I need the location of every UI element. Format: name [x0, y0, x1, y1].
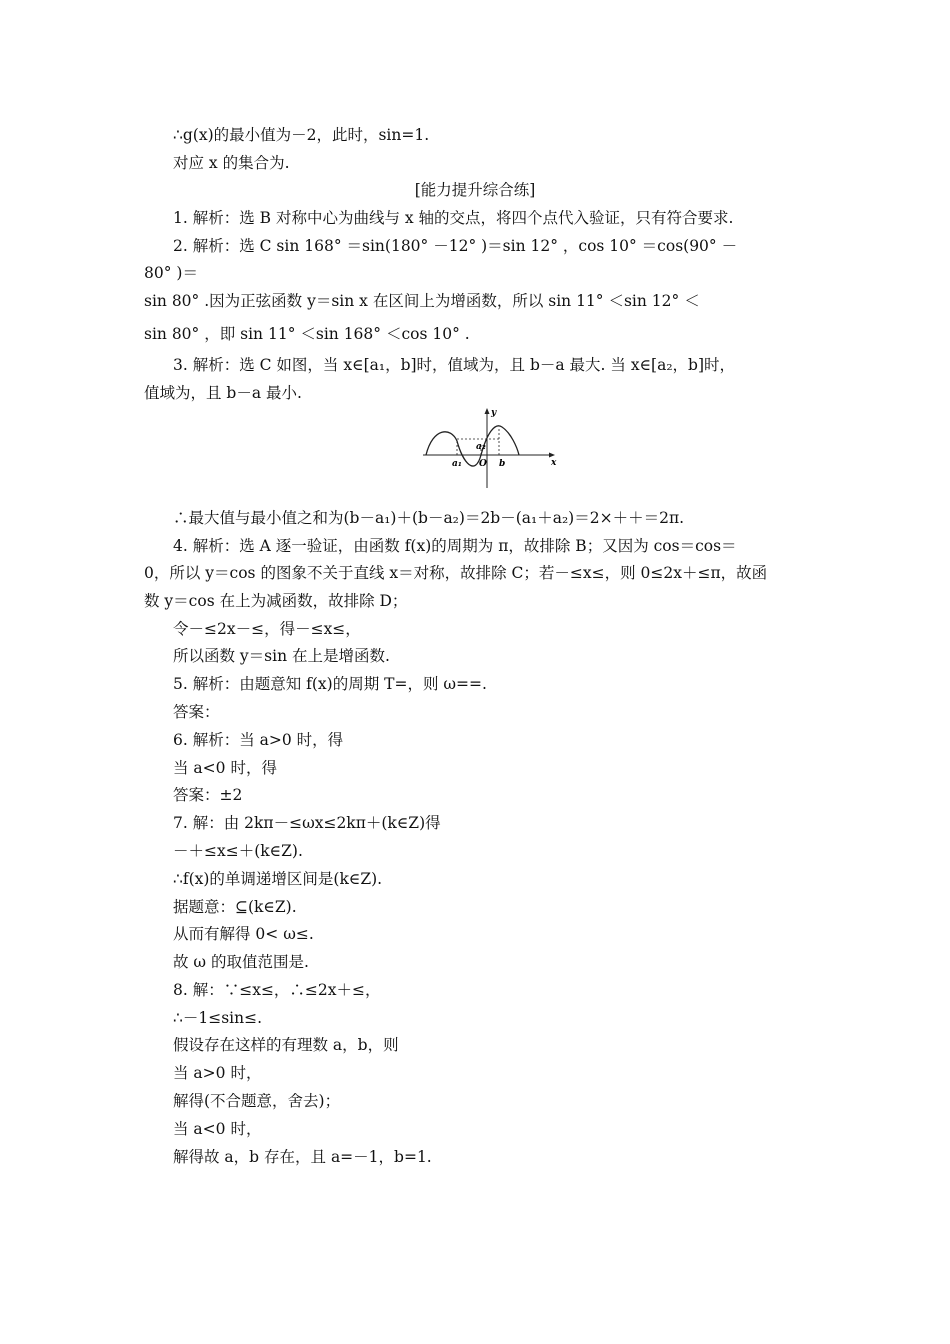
label-a2: a₂: [476, 442, 486, 452]
label-o: O: [479, 459, 487, 469]
text-line-1: ∴g(x)的最小值为－2，此时，sin=1.: [173, 126, 430, 144]
text-line-6: 80° )＝: [144, 264, 198, 282]
text-line-15: 令－≤2x－≤，得－≤x≤，: [173, 620, 361, 638]
text-line-19: 6. 解析：当 a>0 时，得: [173, 731, 344, 749]
text-line-11: ∴最大值与最小值之和为(b－a₁)＋(b－a₂)＝2b－(a₁＋a₂)＝2×＋＋＝2π.: [173, 509, 685, 527]
text-line-18: 答案：: [173, 703, 220, 721]
text-line-34: 解得故 a，b 存在，且 a=－1，b=1.: [173, 1148, 432, 1166]
label-a1: a₁: [452, 459, 462, 469]
text-line-16: 所以函数 y＝sin 在上是增函数.: [173, 647, 390, 665]
label-y: y: [491, 408, 497, 418]
text-line-26: 从而有解得 0< ω≤.: [173, 925, 314, 943]
section-heading: [能力提升综合练]: [414, 181, 536, 199]
text-line-20: 当 a<0 时，得: [173, 759, 277, 777]
text-line-31: 当 a>0 时，: [173, 1064, 262, 1082]
text-line-7: sin 80° .因为正弦函数 y＝sin x 在区间上为增函数，所以 sin 11° ＜sin 12° ＜: [144, 292, 700, 310]
text-line-13: 0，所以 y＝cos 的图象不关于直线 x＝对称，故排除 C；若－≤x≤，则 0≤2x＋≤π，故函: [144, 564, 768, 582]
sine-curve-figure: [423, 405, 563, 490]
text-line-27: 故 ω 的取值范围是.: [173, 953, 309, 971]
text-line-24: ∴f(x)的单调递增区间是(k∈Z).: [173, 870, 383, 888]
text-line-8: sin 80° ，即 sin 11° ＜sin 168° ＜cos 10° .: [144, 325, 470, 343]
text-line-28: 8. 解：∵≤x≤，∴≤2x＋≤，: [173, 981, 381, 999]
text-line-30: 假设存在这样的有理数 a，b，则: [173, 1036, 399, 1054]
text-line-29: ∴－1≤sin≤.: [173, 1009, 263, 1027]
text-line-23: －＋≤x≤＋(k∈Z).: [173, 842, 303, 860]
label-b: b: [499, 459, 506, 469]
text-line-17: 5. 解析：由题意知 f(x)的周期 T=，则 ω==.: [173, 675, 487, 693]
text-line-2: 对应 x 的集合为.: [173, 154, 290, 172]
text-line-22: 7. 解：由 2kπ－≤ωx≤2kπ＋(k∈Z)得: [173, 814, 441, 832]
x-axis-arrow: [549, 453, 555, 458]
text-line-25: 据题意：⊆(k∈Z).: [173, 898, 297, 916]
text-line-4: 1. 解析：选 B 对称中心为曲线与 x 轴的交点，将四个点代入验证，只有符合要求.: [173, 209, 734, 227]
text-line-12: 4. 解析：选 A 逐一验证，由函数 f(x)的周期为 π，故排除 B；又因为 cos＝cos＝: [173, 537, 737, 555]
text-line-9: 3. 解析：选 C 如图，当 x∈[a₁，b]时，值域为，且 b－a 最大. 当 x∈[a₂，b]时，: [173, 356, 736, 374]
label-x: x: [551, 458, 557, 468]
text-line-14: 数 y＝cos 在上为减函数，故排除 D；: [144, 592, 408, 610]
text-line-32: 解得(不合题意，舍去)；: [173, 1092, 341, 1110]
text-line-21: 答案：±2: [173, 786, 243, 804]
text-line-5: 2. 解析：选 C sin 168° ＝sin(180° －12° )＝sin 12° ，cos 10° ＝cos(90° －: [173, 237, 738, 255]
y-axis-arrow: [485, 408, 490, 414]
text-line-10: 值域为，且 b－a 最小.: [144, 384, 302, 402]
text-line-33: 当 a<0 时，: [173, 1120, 262, 1138]
